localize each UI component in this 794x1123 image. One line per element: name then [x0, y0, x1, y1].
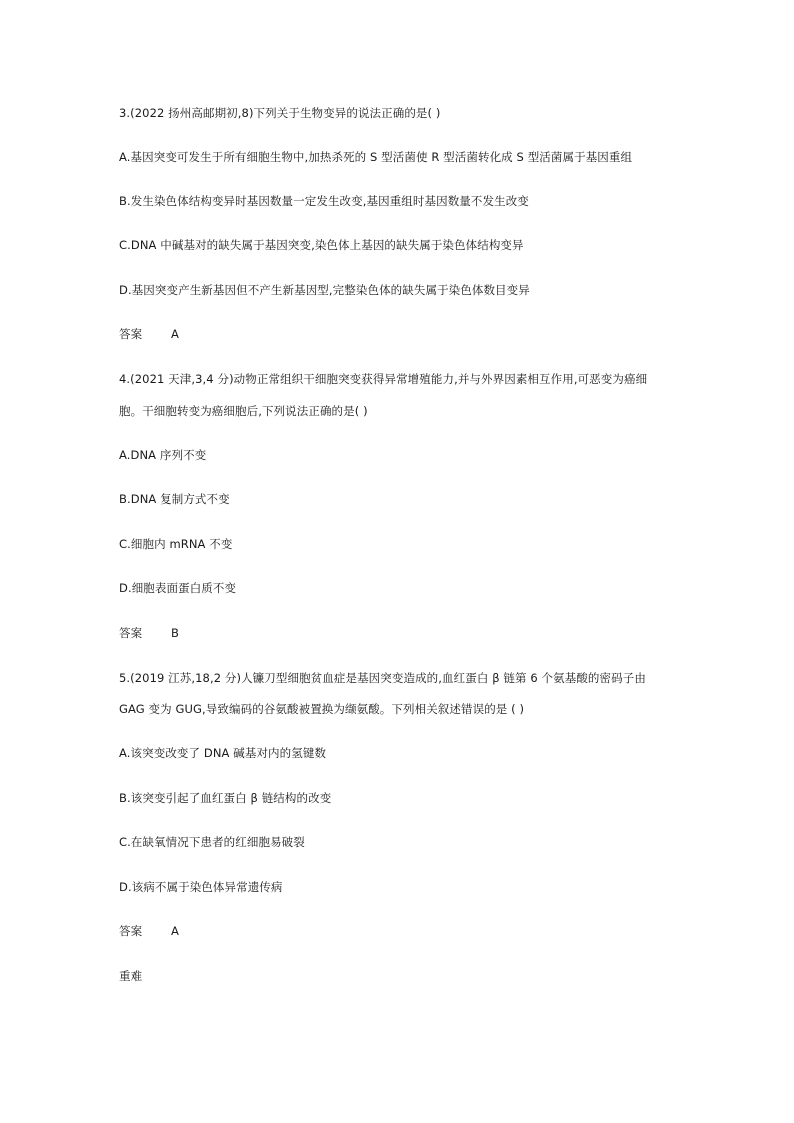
question-5-option-c: C.在缺氧情况下患者的红细胞易破裂 — [119, 835, 305, 849]
question-5-option-a: A.该突变改变了 DNA 碱基对内的氢键数 — [119, 746, 327, 760]
question-5-answer — [119, 923, 679, 939]
answer-value: A — [171, 924, 179, 938]
question-3-option-b: B.发生染色体结构变异时基因数量一定发生改变,基因重组时基因数量不发生改变 — [119, 194, 529, 208]
answer-label: 答案 — [119, 924, 143, 938]
question-3-option-c: C.DNA 中碱基对的缺失属于基因突变,染色体上基因的缺失属于染色体结构变异 — [119, 238, 524, 252]
question-4-option-d: D.细胞表面蛋白质不变 — [119, 581, 237, 595]
section-heading: 重难 — [119, 969, 143, 983]
question-3-option-d: D.基因突变产生新基因但不产生新基因型,完整染色体的缺失属于染色体数目变异 — [119, 283, 530, 297]
answer-value: B — [171, 626, 179, 640]
answer-label: 答案 — [119, 626, 143, 640]
question-5-option-b: B.该突变引起了血红蛋白 β 链结构的改变 — [119, 791, 332, 805]
question-3-answer — [119, 326, 679, 342]
question-4-answer — [119, 625, 679, 641]
question-4-option-c: C.细胞内 mRNA 不变 — [119, 537, 233, 551]
answer-label: 答案 — [119, 327, 143, 341]
question-3-stem: 3.(2022 扬州高邮期初,8)下列关于生物变异的说法正确的是( ) — [119, 106, 441, 120]
question-5-option-d: D.该病不属于染色体异常遗传病 — [119, 880, 283, 894]
answer-value: A — [171, 327, 179, 341]
question-4-option-a: A.DNA 序列不变 — [119, 448, 207, 462]
question-3-option-a: A.基因突变可发生于所有细胞生物中,加热杀死的 S 型活菌使 R 型活菌转化成 S 型活菌属于基因重组 — [119, 150, 633, 164]
question-5-stem-line-2: GAG 变为 GUG,导致编码的谷氨酸被置换为缬氨酸。下列相关叙述错误的是 ( ) — [119, 702, 525, 716]
question-5-stem-line-1: 5.(2019 江苏,18,2 分)人镰刀型细胞贫血症是基因突变造成的,血红蛋白 β 链第 6 个氨基酸的密码子由 — [119, 671, 646, 685]
question-4-stem-line-2: 胞。干细胞转变为癌细胞后,下列说法正确的是( ) — [119, 404, 368, 418]
question-4-stem-line-1: 4.(2021 天津,3,4 分)动物正常组织干细胞突变获得异常增殖能力,并与外界因素相互作用,可恶变为癌细 — [119, 372, 648, 386]
question-4-option-b: B.DNA 复制方式不变 — [119, 492, 230, 506]
